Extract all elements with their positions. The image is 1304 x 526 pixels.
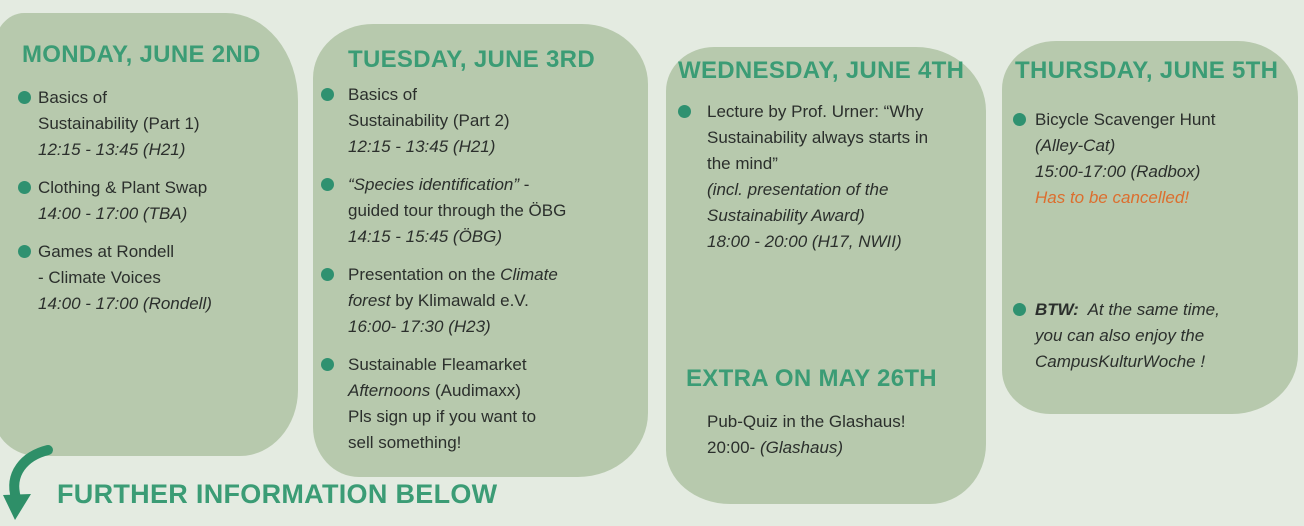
panel-monday-title: MONDAY, JUNE 2ND (22, 41, 261, 68)
event-text-line: Has to be cancelled! (1035, 188, 1190, 207)
event-text-line: BTW: At the same time, (1035, 300, 1220, 319)
event-text-line: the mind” (707, 154, 778, 173)
event-text-line: Games at Rondell (38, 242, 175, 261)
event-text-line: Sustainability Award) (707, 206, 865, 225)
event-text-line: CampusKulturWoche ! (1035, 352, 1206, 371)
event-text-line: Pls sign up if you want to (348, 407, 537, 426)
event-lines (38, 175, 207, 227)
event-text-line: forest by Klimawald e.V. (348, 291, 529, 310)
event-item (18, 85, 286, 163)
event-text-line: Clothing & Plant Swap (38, 178, 208, 197)
bullet-dot-icon (18, 91, 31, 104)
event-item (1013, 107, 1288, 211)
footer-note: FURTHER INFORMATION BELOW (57, 479, 498, 509)
event-text-line: Afternoons (Audimaxx) (348, 381, 521, 400)
event-lines (1035, 297, 1220, 375)
event-lines (38, 85, 200, 163)
event-lines (348, 352, 536, 456)
event-text-line: - Climate Voices (38, 268, 161, 287)
event-text-line: guided tour through the ÖBG (348, 201, 567, 220)
panel-thursday (1002, 41, 1298, 414)
event-text-line: 12:15 - 13:45 (H21) (348, 137, 496, 156)
event-item (1013, 297, 1288, 375)
event-text-line: 14:00 - 17:00 (TBA) (38, 204, 188, 223)
event-text-line: Presentation on the Climate (348, 265, 558, 284)
event-text-line: Sustainability (Part 2) (348, 111, 510, 130)
panel-monday-events (18, 85, 286, 317)
event-item (321, 262, 638, 340)
event-text-line: 12:15 - 13:45 (H21) (38, 140, 186, 159)
event-lines (1035, 107, 1215, 211)
event-text-line: sell something! (348, 433, 462, 452)
bullet-dot-icon (1013, 113, 1026, 126)
bullet-dot-icon (321, 268, 334, 281)
event-text-line: Pub-Quiz in the Glashaus! (707, 412, 906, 431)
event-text-line: Bicycle Scavenger Hunt (1035, 110, 1216, 129)
event-lines (707, 99, 928, 255)
event-lines (348, 82, 510, 160)
event-item (18, 175, 286, 227)
panel-tuesday (313, 24, 648, 477)
event-text-line: 14:00 - 17:00 (Rondell) (38, 294, 212, 313)
bullet-dot-icon (321, 358, 334, 371)
panel-tuesday-events (321, 82, 638, 456)
event-text-line: Sustainability (Part 1) (38, 114, 200, 133)
event-text-line: Basics of (38, 88, 107, 107)
event-item (18, 239, 286, 317)
event-text-line: you can also enjoy the (1035, 326, 1205, 345)
event-text-line: 15:00-17:00 (Radbox) (1035, 162, 1201, 181)
curved-down-arrow-icon (2, 443, 60, 521)
bullet-dot-icon (18, 245, 31, 258)
event-item (678, 409, 976, 461)
panel-wednesday (666, 47, 986, 504)
panel-thursday-events (1013, 107, 1288, 375)
event-text-line: 20:00- (Glashaus) (707, 438, 844, 457)
event-text-line: Lecture by Prof. Urner: “Why (707, 102, 924, 121)
event-text-line: (Alley-Cat) (1035, 136, 1116, 155)
event-text-line: Basics of (348, 85, 417, 104)
event-item (321, 172, 638, 250)
event-lines (348, 172, 566, 250)
panel-monday (0, 13, 298, 456)
event-text-line: 14:15 - 15:45 (ÖBG) (348, 227, 503, 246)
bullet-dot-icon (18, 181, 31, 194)
panel-thursday-title: THURSDAY, JUNE 5TH (1015, 57, 1279, 84)
panel-tuesday-title: TUESDAY, JUNE 3RD (348, 46, 595, 73)
event-lines (348, 262, 558, 340)
panel-wednesday-extra-events (678, 409, 976, 461)
bullet-dot-icon (678, 105, 691, 118)
bullet-dot-icon (321, 178, 334, 191)
event-item (678, 99, 976, 255)
panel-wednesday-events (678, 99, 976, 255)
bullet-dot-icon (1013, 303, 1026, 316)
event-item (321, 352, 638, 456)
event-text-line: Sustainability always starts in (707, 128, 929, 147)
event-text-line: (incl. presentation of the (707, 180, 889, 199)
event-lines (707, 409, 905, 461)
event-text-line: 16:00- 17:30 (H23) (348, 317, 491, 336)
event-item (321, 82, 638, 160)
event-text-line: 18:00 - 20:00 (H17, NWII) (707, 232, 902, 251)
panel-wednesday-title: WEDNESDAY, JUNE 4TH (678, 57, 965, 84)
event-text-line: Sustainable Fleamarket (348, 355, 527, 374)
event-lines (38, 239, 212, 317)
event-text-line: “Species identification” - (348, 175, 530, 194)
panel-wednesday-extra-title: EXTRA ON MAY 26TH (686, 365, 937, 392)
bullet-dot-icon (321, 88, 334, 101)
